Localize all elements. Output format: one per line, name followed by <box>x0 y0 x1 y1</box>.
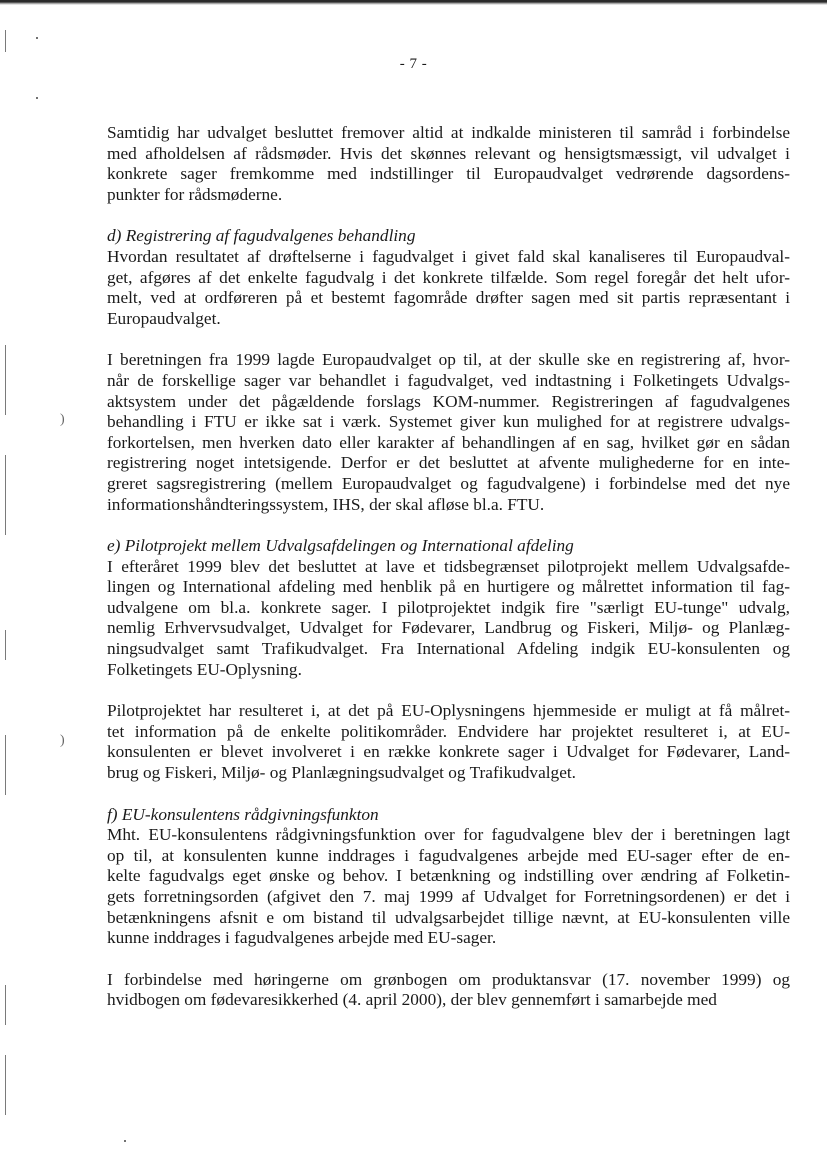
scan-speck <box>36 97 38 99</box>
scan-bracket-mark: ) <box>60 412 65 427</box>
page-number: - 7 - <box>399 56 428 72</box>
text-line: med afholdelsen af rådsmøder. Hvis det skønnes relevant og hensigtsmæssigt, vil udvalget i <box>107 143 790 163</box>
paragraph <box>107 970 790 1011</box>
text-line: op til, at konsulenten kunne inddrages i fagudvalgenes arbejde med EU-sager efter de en- <box>107 845 790 865</box>
text-line: melt, ved at ordføreren på et bestemt fagområde drøfter sagen med sit partis repræsentant i <box>107 288 790 308</box>
text-line: konkrete sager fremkomme med indstillinger til Europaudvalget vedrørende dagsordens- <box>107 164 790 184</box>
scan-left-edge-mark <box>5 30 6 52</box>
text-line: nemlig Erhvervsudvalget, Udvalget for Fødevarer, Landbrug og Fiskeri, Miljø- og Planlæg- <box>107 618 790 638</box>
text-line: gets forretningsorden (afgivet den 7. maj 1999 af Udvalget for Forretningsordenen) er det i <box>107 887 790 906</box>
section-heading: f) EU-konsulentens rådgivningsfunkton <box>107 804 379 824</box>
scan-left-edge-mark <box>5 345 6 415</box>
scan-left-edge-mark <box>5 985 6 1025</box>
text-line: betænkningens afsnit e om bistand til udvalgsarbejdet tillige nævnt, at EU-konsulenten ville <box>107 907 790 927</box>
section-block <box>107 805 790 949</box>
text-line: ningsudvalget samt Trafikudvalget. Fra International Afdeling indgik EU-konsulenten og <box>107 639 790 659</box>
section-block <box>107 226 790 329</box>
scan-left-edge-mark <box>5 455 6 535</box>
text-line: behandling i FTU er ikke sat i værk. Systemet giver kun mulighed for at registrere udvalgs- <box>107 412 790 432</box>
scan-left-edge-mark <box>5 630 6 660</box>
text-line: Pilotprojektet har resulteret i, at det på EU-Oplysningens hjemmeside er muligt at få målret- <box>107 701 790 721</box>
text-line: konsulenten er blevet involveret i en række konkrete sager i Udvalget for Fødevarer, Land- <box>107 742 790 762</box>
document-body <box>107 123 790 1032</box>
text-line: kunne inddrages i fagudvalgenes arbejde med EU-sager. <box>107 928 497 948</box>
text-line: greret sagsregistrering (mellem Europaudvalget og fagudvalgene) i forbindelse med det nye <box>107 473 790 493</box>
text-line: Europaudvalget. <box>107 308 221 328</box>
text-line: tet information på de enkelte politikområder. Endvidere har projektet resulteret i, at EU- <box>107 721 790 741</box>
text-line: get, afgøres af det enkelte fagudvalg i det konkrete tilfælde. Som regel foregår det helt ufor- <box>107 267 790 287</box>
scan-speck <box>36 37 38 39</box>
scan-left-edge-mark <box>5 735 6 795</box>
text-line: I efteråret 1999 blev det besluttet at lave et tidsbegrænset pilotprojekt mellem Udvalgsafde- <box>107 556 790 576</box>
section-heading: d) Registrering af fagudvalgenes behandling <box>107 226 416 246</box>
text-line: I beretningen fra 1999 lagde Europaudvalget op til, at der skulle ske en registrering af, hvor- <box>107 350 790 370</box>
scan-top-edge <box>0 0 827 5</box>
text-line: brug og Fiskeri, Miljø- og Planlægningsudvalget og Trafikudvalget. <box>107 763 576 783</box>
scan-left-edge-mark <box>5 1055 6 1115</box>
text-line: Hvordan resultatet af drøftelserne i fagudvalget i givet fald skal kanaliseres til Europaudval- <box>107 246 790 266</box>
text-line: forkortelsen, men hverken dato eller karakter af behandlingen af en sag, hvilket gør en sådan <box>107 432 790 452</box>
scan-speck <box>124 1140 126 1142</box>
text-line: punkter for rådsmøderne. <box>107 184 283 204</box>
text-line: udvalgene om bl.a. konkrete sager. I pilotprojektet indgik fire "særligt EU-tunge" udvalg, <box>107 597 790 617</box>
paragraph <box>107 701 790 783</box>
text-line: når de forskellige sager var behandlet i fagudvalget, ved indtastning i Folketingets Udvalgs- <box>107 370 790 390</box>
text-line: informationshåndteringssystem, IHS, der skal afløse bl.a. FTU. <box>107 494 545 514</box>
text-line: Samtidig har udvalget besluttet fremover altid at indkalde ministeren til samråd i forbindelse <box>107 123 790 142</box>
text-line: Mht. EU-konsulentens rådgivningsfunktion over for fagudvalgene blev der i beretningen lagt <box>107 825 790 845</box>
text-line: registrering noget intetsigende. Derfor er det besluttet at afvente mulighederne for en inte- <box>107 453 790 473</box>
text-line: I forbindelse med høringerne om grønbogen om produktansvar (17. november 1999) og <box>107 969 790 989</box>
paragraph <box>107 350 790 515</box>
paragraph <box>107 123 790 205</box>
section-heading: e) Pilotprojekt mellem Udvalgsafdelingen og International afdeling <box>107 536 574 556</box>
text-line: aktsystem under det pågældende forslags KOM-nummer. Registreringen af fagudvalgenes <box>107 391 790 411</box>
scan-bracket-mark: ) <box>60 733 65 748</box>
text-line: hvidbogen om fødevaresikkerhed (4. april 2000), der blev gennemført i samarbejde med <box>107 990 717 1010</box>
text-line: Folketingets EU-Oplysning. <box>107 659 302 679</box>
section-block <box>107 536 790 680</box>
text-line: kelte fagudvalgs eget ønske og behov. I betænkning og indstilling over ændring af Folketin- <box>107 866 790 886</box>
text-line: lingen og International afdeling med henblik på en hurtigere og målrettet information til fag- <box>107 577 790 597</box>
